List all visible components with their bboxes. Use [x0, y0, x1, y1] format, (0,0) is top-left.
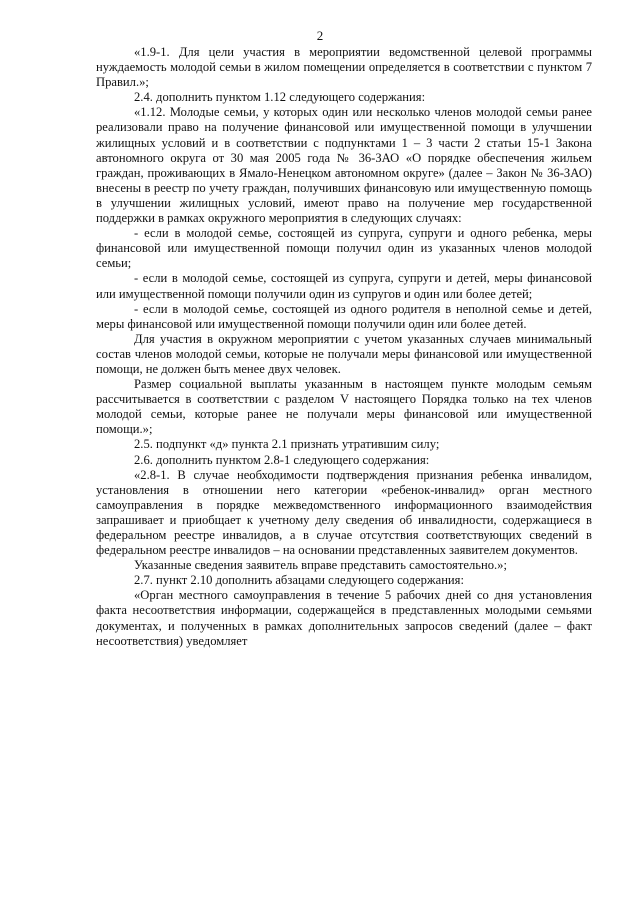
paragraph-payment-size: Размер социальной выплаты указанным в настоящем пункте молодым семьям рассчитывается в соответствии с разделом V настоящего Порядка только на тех членов молодой семьи, которые ранее не получали меры финансовой или имущественной помощи.»;	[96, 377, 592, 437]
paragraph-1-9-1: «1.9-1. Для цели участия в мероприятии ведомственной целевой программы нуждаемость молодой семьи в жилом помещении определяется в соответствии с пунктом 7 Правил.»;	[96, 45, 592, 90]
paragraph-amendment-2-5: 2.5. подпункт «д» пункта 2.1 признать утратившим силу;	[134, 437, 440, 452]
list-item-case-single-parent: - если в молодой семье, состоящей из одного родителя в неполной семье и детей, меры финансовой или имущественной помощи получили один или более детей.	[96, 301, 592, 331]
paragraph-2-8-1: «2.8-1. В случае необходимости подтверждения признания ребенка инвалидом, установления в отношении него категории «ребенок-инвалид» орган местного самоуправления в порядке межведомственного информационного взаимодействия запрашивает и приобщает к учетному делу сведения об инвалидности, содержащиеся в федеральном реестре инвалидов, а в случае отсутствия соответствующих сведений в федеральном реестре инвалидов – на основании представленных заявителем документов.	[96, 467, 592, 558]
paragraph-amendment-2-4: 2.4. дополнить пунктом 1.12 следующего содержания:	[134, 90, 426, 105]
list-item-case-one-child: - если в молодой семье, состоящей из супруга, супруги и одного ребенка, меры финансовой или имущественной помощи получил один из указанных членов молодой семьи;	[96, 226, 592, 271]
paragraph-amendment-2-7: 2.7. пункт 2.10 дополнить абзацами следующего содержания:	[134, 573, 464, 588]
paragraph-minimum-family-size: Для участия в окружном мероприятии с учетом указанных случаев минимальный состав членов молодой семьи, которые не получали меры финансовой или имущественной помощи, не должен быть менее двух человек.	[96, 331, 592, 376]
document-body	[96, 45, 592, 649]
paragraph-1-12: «1.12. Молодые семьи, у которых один или несколько членов молодой семьи ранее реализовали право на получение финансовой или имущественной помощи в улучшении жилищных условий и в соответствии с подпунктами 1 – 3 части 2 статьи 15-1 Закона автономного округа от 30 мая 2005 года № 36-ЗАО «О порядке обеспечения жильем граждан, проживающих в Ямало-Ненецком автономном округе» (далее – Закон № 36-ЗАО) внесены в реестр по учету граждан, получивших финансовую или имущественную помощь в улучшении жилищных условий, имеют право на получение мер государственной поддержки в рамках окружного мероприятия в следующих случаях:	[96, 105, 592, 226]
page-number: 2	[316, 28, 324, 43]
paragraph-amendment-2-6: 2.6. дополнить пунктом 2.8-1 следующего содержания:	[134, 452, 430, 467]
paragraph-notification: «Орган местного самоуправления в течение 5 рабочих дней со дня установления факта несоответствия информации, содержащейся в представленных молодыми семьями документах, и полученных в рамках дополнительных запросов сведений (далее – факт несоответствия) уведомляет	[96, 588, 592, 648]
list-item-case-children: - если в молодой семье, состоящей из супруга, супруги и детей, меры финансовой или имущественной помощи получили один из супругов и один или более детей;	[96, 271, 592, 301]
paragraph-self-submission: Указанные сведения заявитель вправе представить самостоятельно.»;	[134, 558, 507, 573]
